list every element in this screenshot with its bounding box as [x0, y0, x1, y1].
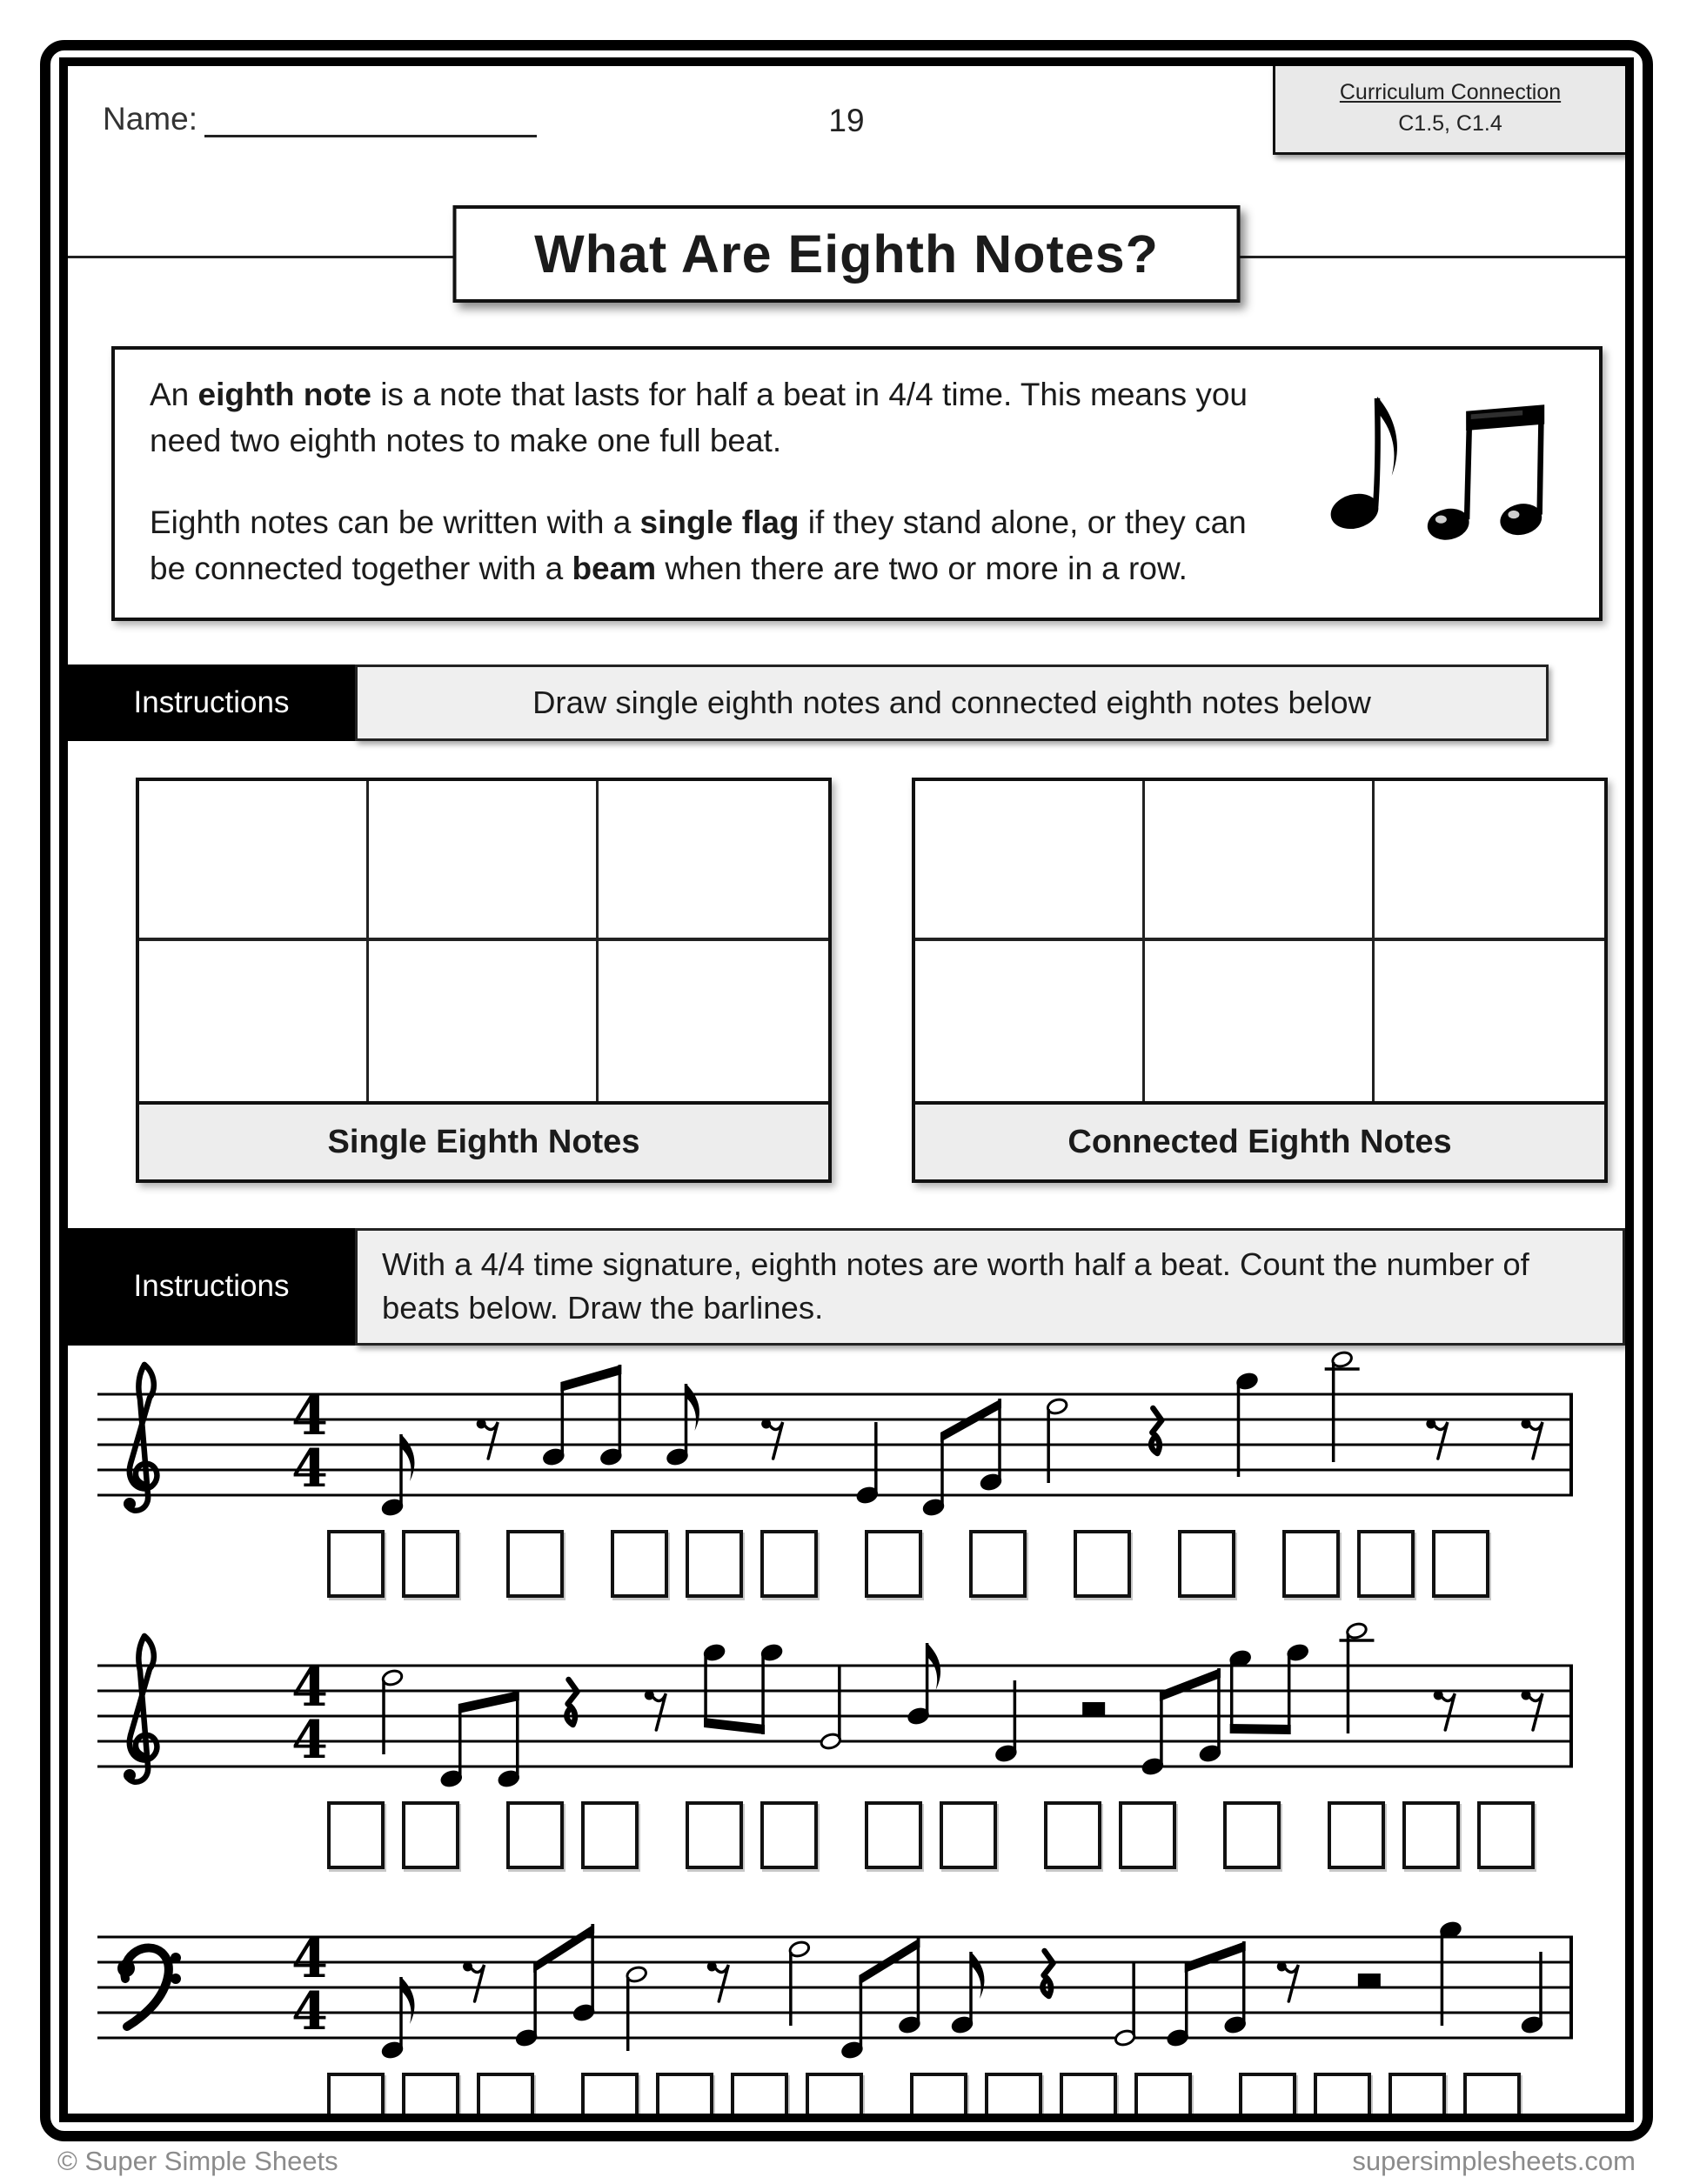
staff-notation-1[interactable] — [92, 1351, 1625, 1525]
half-rest — [1082, 1702, 1105, 1716]
beat-count-box[interactable] — [1477, 1801, 1535, 1869]
time-signature-bottom: 4 — [291, 1438, 328, 1499]
grid-cell[interactable] — [915, 941, 1145, 1101]
beamed-eighth-pair — [841, 1938, 921, 2060]
beat-count-box[interactable] — [1239, 2073, 1296, 2122]
beat-count-box[interactable] — [402, 1801, 459, 1869]
name-input-line[interactable] — [204, 105, 537, 137]
beat-count-box[interactable] — [1044, 1801, 1101, 1869]
grid-cells — [139, 781, 828, 1101]
single-eighth-notes-grid — [136, 778, 832, 1183]
beat-count-box[interactable] — [1432, 1530, 1489, 1598]
eighth-rest — [1434, 1690, 1455, 1730]
footer-copyright: © Super Simple Sheets — [57, 2146, 338, 2176]
instructions-bar-2 — [68, 1228, 1625, 1346]
beat-count-box[interactable] — [327, 2073, 385, 2122]
grid-cell[interactable] — [915, 781, 1145, 941]
grid-cell[interactable] — [1145, 781, 1375, 941]
beat-count-box[interactable] — [1357, 1530, 1415, 1598]
beat-count-box[interactable] — [1389, 2073, 1446, 2122]
staff-notation-3[interactable] — [92, 1893, 1625, 2067]
eighth-rest — [1522, 1690, 1543, 1730]
beat-count-box[interactable] — [1119, 1801, 1176, 1869]
beat-count-box[interactable] — [969, 1530, 1027, 1598]
treble-clef-icon — [124, 1365, 157, 1511]
quarter-rest — [1151, 1408, 1161, 1453]
beat-count-box[interactable] — [985, 2073, 1042, 2122]
half-rest — [1358, 1974, 1381, 1987]
half-note — [820, 1665, 842, 1751]
beat-count-box[interactable] — [760, 1801, 818, 1869]
beat-count-box[interactable] — [1060, 2073, 1117, 2122]
eighth-rest — [477, 1419, 499, 1459]
beamed-eighth-pair — [515, 1924, 595, 2047]
drawing-grids-row — [136, 778, 1625, 1183]
beamed-eighth-pair — [1167, 1941, 1247, 2047]
instructions-text-2: With a 4/4 time signature, eighth notes are worth half a beat. Count the number of beats below. Draw the barlines. — [355, 1228, 1625, 1346]
beat-count-box[interactable] — [1223, 1801, 1281, 1869]
beat-count-box[interactable] — [327, 1530, 385, 1598]
beamed-eighth-pair — [1141, 1668, 1221, 1776]
connected-eighth-notes-grid — [912, 778, 1608, 1183]
beat-count-box[interactable] — [865, 1801, 922, 1869]
beat-count-box[interactable] — [731, 2073, 788, 2122]
grid-cell[interactable] — [599, 941, 828, 1101]
info-box — [111, 346, 1603, 621]
beat-count-box[interactable] — [1134, 2073, 1192, 2122]
beat-count-box[interactable] — [865, 1530, 922, 1598]
quarter-rest — [566, 1680, 577, 1725]
page-outer-border — [40, 40, 1653, 2141]
single-eighth-note — [381, 1434, 414, 1517]
beamed-eighth-pair — [543, 1365, 623, 1466]
instructions-label-2: Instructions — [68, 1228, 355, 1346]
single-eighth-note — [907, 1643, 940, 1726]
beat-count-box[interactable] — [1074, 1530, 1131, 1598]
beat-count-box[interactable] — [760, 1530, 818, 1598]
grid-cell[interactable] — [1375, 781, 1604, 941]
instructions-label-1: Instructions — [68, 665, 355, 741]
name-label: Name: — [103, 101, 197, 137]
curriculum-title: Curriculum Connection — [1339, 80, 1562, 104]
beat-count-box[interactable] — [1402, 1801, 1460, 1869]
eighth-notes-illustration — [1303, 374, 1564, 544]
worksheet-header — [68, 66, 1625, 197]
curriculum-connection-box — [1273, 66, 1625, 155]
grid-cell[interactable] — [1375, 941, 1604, 1101]
connected-eighth-notes-label: Connected Eighth Notes — [915, 1101, 1604, 1179]
beat-count-box[interactable] — [686, 1530, 743, 1598]
quarter-note — [1236, 1372, 1259, 1477]
curriculum-codes: C1.5, C1.4 — [1398, 111, 1502, 136]
beat-count-box[interactable] — [402, 2073, 459, 2122]
half-note — [1114, 1961, 1136, 2047]
grid-cells — [915, 781, 1604, 1101]
page-footer — [57, 2146, 1636, 2177]
beat-count-box[interactable] — [327, 1801, 385, 1869]
eighth-rest — [761, 1419, 783, 1459]
time-signature-top: 4 — [291, 1657, 328, 1719]
beat-count-box[interactable] — [477, 2073, 534, 2122]
instructions-bar-1 — [68, 665, 1625, 741]
grid-cell[interactable] — [369, 941, 599, 1101]
eighth-rest — [645, 1690, 666, 1730]
page-number: 19 — [828, 103, 865, 138]
time-signature-bottom: 4 — [291, 1709, 328, 1771]
time-signature-top: 4 — [291, 1386, 328, 1447]
beamed-eighth-pair — [703, 1643, 783, 1734]
single-eighth-note — [381, 1977, 414, 2060]
beat-count-boxes-1 — [327, 1530, 1625, 1598]
staff-system-2 — [92, 1622, 1625, 1869]
beat-count-box[interactable] — [656, 2073, 713, 2122]
grid-cell[interactable] — [139, 781, 369, 941]
beat-count-box[interactable] — [506, 1801, 564, 1869]
quarter-note — [1521, 1952, 1543, 2034]
beat-count-boxes-3 — [327, 2073, 1625, 2122]
beat-count-box[interactable] — [1314, 2073, 1371, 2122]
grid-cell[interactable] — [1145, 941, 1375, 1101]
grid-cell[interactable] — [369, 781, 599, 941]
page-title: What Are Eighth Notes? — [453, 205, 1241, 303]
single-eighth-notes-label: Single Eighth Notes — [139, 1101, 828, 1179]
eighth-rest — [707, 1961, 729, 2001]
beat-count-box[interactable] — [611, 1530, 668, 1598]
beat-count-box[interactable] — [806, 2073, 863, 2122]
eighth-rest — [463, 1961, 485, 2001]
beat-count-box[interactable] — [1328, 1801, 1385, 1869]
beamed-eighth-pair — [440, 1691, 520, 1788]
title-row — [68, 205, 1625, 311]
beamed-eighth-pair — [1229, 1643, 1309, 1734]
quarter-note — [856, 1422, 879, 1505]
name-field-row — [103, 101, 537, 137]
beat-count-box[interactable] — [1282, 1530, 1340, 1598]
beat-count-box[interactable] — [581, 2073, 639, 2122]
beat-count-box[interactable] — [686, 1801, 743, 1869]
footer-website: supersimplesheets.com — [1352, 2146, 1636, 2176]
single-eighth-note — [666, 1384, 699, 1466]
single-eighth-note — [951, 1952, 984, 2034]
time-signature-bottom: 4 — [291, 1980, 328, 2042]
quarter-rest — [1042, 1951, 1053, 1996]
beamed-eighth-pair — [922, 1399, 1002, 1517]
beat-count-box[interactable] — [581, 1801, 639, 1869]
staff-notation-2[interactable] — [92, 1622, 1625, 1796]
beat-count-box[interactable] — [506, 1530, 564, 1598]
beat-count-box[interactable] — [940, 1801, 997, 1869]
grid-cell[interactable] — [139, 941, 369, 1101]
info-paragraph-1: An eighth note is a note that lasts for half a beat in 4/4 time. This means you need two eighth notes to make one full beat. — [150, 377, 1248, 458]
eighth-rest — [1277, 1961, 1299, 2001]
beat-count-box[interactable] — [402, 1530, 459, 1598]
quarter-note — [995, 1680, 1018, 1763]
beat-count-box[interactable] — [1178, 1530, 1235, 1598]
info-paragraph-2: Eighth notes can be written with a single flag if they stand alone, or they can be connected together with a beam when there are two or more in a row. — [150, 504, 1247, 586]
beat-count-box[interactable] — [910, 2073, 967, 2122]
time-signature-top: 4 — [291, 1928, 328, 1990]
eighth-rest — [1522, 1419, 1543, 1459]
treble-clef-icon — [124, 1636, 157, 1782]
beat-count-box[interactable] — [1463, 2073, 1521, 2122]
staff-system-3 — [92, 1893, 1625, 2122]
staff-system-1 — [92, 1351, 1625, 1598]
instructions-text-1: Draw single eighth notes and connected eighth notes below — [355, 665, 1549, 741]
grid-cell[interactable] — [599, 781, 828, 941]
page-inner-border — [59, 57, 1634, 2122]
beat-count-boxes-2 — [327, 1801, 1625, 1869]
eighth-rest — [1426, 1419, 1448, 1459]
